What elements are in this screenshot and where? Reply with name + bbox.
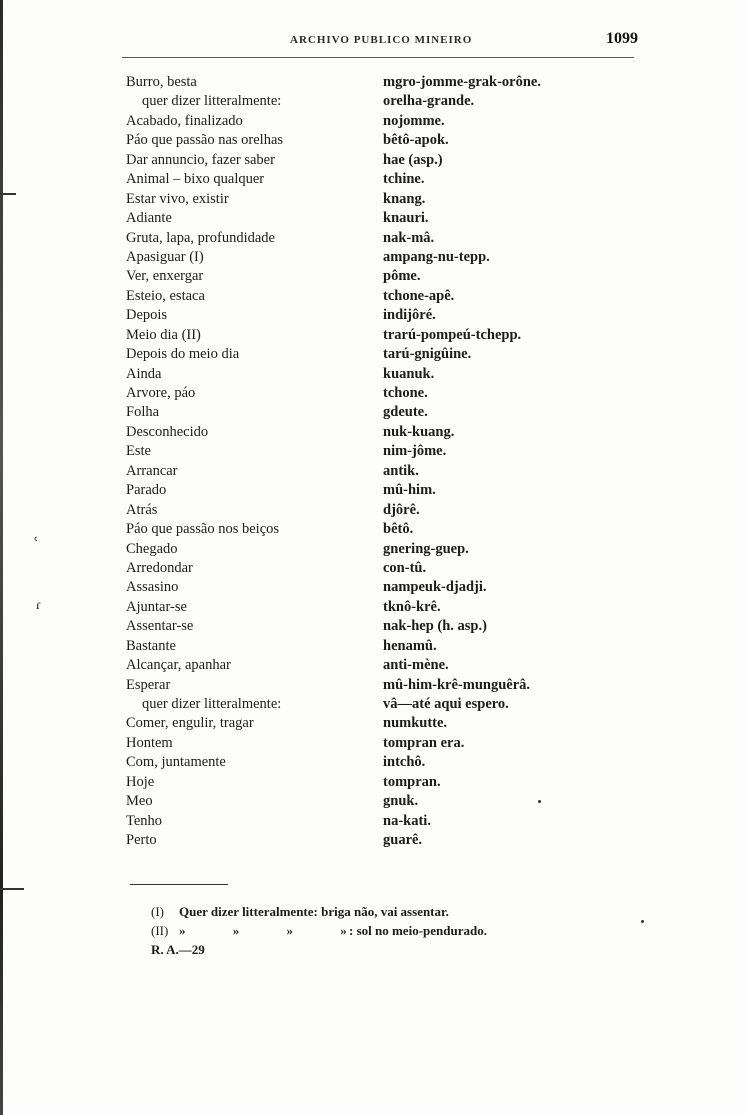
portuguese-term: Estar vivo, existir <box>126 190 229 207</box>
vocab-row <box>126 560 586 579</box>
footnote-marker: (I) <box>151 904 164 919</box>
kaingang-term: guarê. <box>383 832 423 849</box>
portuguese-term: Ainda <box>126 365 162 382</box>
kaingang-term: mû-him. <box>383 482 436 499</box>
footnote-text: : sol no meio-pendurado. <box>349 923 487 938</box>
portuguese-term: Hontem <box>126 734 173 751</box>
vocab-row <box>126 74 586 93</box>
kaingang-term: mû-him-krê-munguêrâ. <box>383 676 531 693</box>
kaingang-term: knauri. <box>383 210 429 227</box>
vocab-row <box>126 424 586 443</box>
kaingang-term: nojomme. <box>383 112 445 129</box>
portuguese-term: Chegado <box>126 540 178 557</box>
kaingang-term: anti-mène. <box>383 657 449 674</box>
portuguese-term: Este <box>126 443 151 460</box>
portuguese-term: Páo que passão nos beiços <box>126 521 280 538</box>
footnote <box>151 904 487 923</box>
kaingang-term: gnering-guep. <box>383 540 469 557</box>
kaingang-term: pôme. <box>383 268 421 285</box>
vocab-row <box>126 443 586 462</box>
portuguese-term: Assasino <box>126 579 179 596</box>
vocab-row <box>126 191 586 210</box>
footnote <box>151 923 487 942</box>
edge-mark <box>0 888 24 890</box>
portuguese-term: Arvore, páo <box>126 385 196 401</box>
kaingang-term: intchô. <box>383 754 426 771</box>
vocab-row <box>126 618 586 637</box>
kaingang-term: trarú-pompeú-tchepp. <box>383 326 522 343</box>
kaingang-term: tknô-krê. <box>383 598 441 615</box>
portuguese-term: Parado <box>126 482 167 499</box>
portuguese-term: Gruta, lapa, profundidade <box>126 229 275 246</box>
portuguese-term: Burro, besta <box>126 74 197 90</box>
kaingang-term: nak-hep (h. asp.) <box>383 618 487 635</box>
portuguese-term: Páo que passão nas orelhas <box>126 132 284 149</box>
vocab-row <box>126 735 586 754</box>
kaingang-term: tarú-gnigûine. <box>383 346 472 363</box>
kaingang-term: knang. <box>383 190 426 207</box>
vocab-row <box>126 307 586 326</box>
portuguese-term: Apasiguar (I) <box>126 248 204 265</box>
vocab-row <box>126 385 586 404</box>
kaingang-term: ampang-nu-tepp. <box>383 248 490 265</box>
portuguese-term: Comer, engulir, tragar <box>126 715 254 732</box>
kaingang-term: gdeute. <box>383 404 428 421</box>
portuguese-term: Arredondar <box>126 559 193 576</box>
vocab-row <box>126 502 586 521</box>
portuguese-term: Com, juntamente <box>126 754 226 771</box>
portuguese-term: Atrás <box>126 501 158 518</box>
vocab-row <box>126 754 586 773</box>
portuguese-term: Alcançar, apanhar <box>126 657 231 674</box>
page-header <box>118 30 638 52</box>
portuguese-term: Animal – bixo qualquer <box>126 171 265 188</box>
portuguese-term: Ajuntar-se <box>126 598 187 615</box>
kaingang-term: bêtô-apok. <box>383 132 449 149</box>
portuguese-term: Meio dia (II) <box>126 326 201 343</box>
portuguese-term: Adiante <box>126 210 172 227</box>
kaingang-term: djôrê. <box>383 501 420 518</box>
vocab-row <box>126 268 586 287</box>
header-rule <box>122 57 634 58</box>
vocab-row <box>126 813 586 832</box>
portuguese-term: quer dizer litteralmente: <box>142 93 282 110</box>
printer-signature: R. A.—29 <box>151 942 205 957</box>
kaingang-term: na-kati. <box>383 812 431 829</box>
edge-mark <box>0 193 16 195</box>
vocab-row <box>126 715 586 734</box>
kaingang-term: tchine. <box>383 171 425 188</box>
vocab-row <box>126 346 586 365</box>
vocab-row <box>126 541 586 560</box>
kaingang-term: tchone. <box>383 385 428 401</box>
vocab-row <box>126 152 586 171</box>
portuguese-term: Depois do meio dia <box>126 346 240 363</box>
vocabulary-list <box>126 74 586 852</box>
portuguese-term: Depois <box>126 307 168 324</box>
vocab-row <box>126 599 586 618</box>
kaingang-term: nim-jôme. <box>383 443 447 460</box>
vocab-row <box>126 696 586 715</box>
kaingang-term: orelha-grande. <box>383 93 475 110</box>
vocab-row <box>126 521 586 540</box>
portuguese-term: Arrancar <box>126 462 178 479</box>
vocab-row <box>126 463 586 482</box>
footnotes <box>151 904 487 942</box>
portuguese-term: Ver, enxergar <box>126 268 204 285</box>
footnote-text: Quer dizer litteralmente: briga não, vai assentar. <box>179 904 449 919</box>
vocab-row <box>126 210 586 229</box>
kaingang-term: nampeuk-djadji. <box>383 579 487 596</box>
portuguese-term: Hoje <box>126 773 155 790</box>
kaingang-term: tompran era. <box>383 734 465 751</box>
footnote-marker: (II) <box>151 923 169 938</box>
ditto-marks: » » » » <box>179 923 369 938</box>
page-number: 1099 <box>606 30 638 47</box>
page-left-edge <box>0 0 3 1115</box>
kaingang-term: nuk-kuang. <box>383 423 455 440</box>
kaingang-term: antik. <box>383 462 419 479</box>
vocab-row <box>126 579 586 598</box>
margin-mark: ɾ <box>36 598 41 613</box>
portuguese-term: Bastante <box>126 637 176 654</box>
portuguese-term: Tenho <box>126 812 163 829</box>
vocab-row <box>126 288 586 307</box>
vocab-row <box>126 327 586 346</box>
kaingang-term: tompran. <box>383 773 441 790</box>
header-title: ARCHIVO PUBLICO MINEIRO <box>290 34 473 46</box>
kaingang-term: bêtô. <box>383 521 414 538</box>
portuguese-term: quer dizer litteralmente: <box>142 696 282 712</box>
vocab-row <box>126 249 586 268</box>
portuguese-term: Dar annuncio, fazer saber <box>126 151 275 168</box>
portuguese-term: Folha <box>126 404 160 421</box>
kaingang-term: nak-mâ. <box>383 229 435 246</box>
portuguese-term: Esperar <box>126 676 171 693</box>
vocab-row <box>126 93 586 112</box>
vocab-row <box>126 366 586 385</box>
vocab-row <box>126 482 586 501</box>
kaingang-term: henamû. <box>383 637 437 654</box>
kaingang-term: mgro-jomme-grak-orône. <box>383 74 541 90</box>
paper-speck <box>538 800 541 803</box>
kaingang-term: tchone-apê. <box>383 287 455 304</box>
vocab-row <box>126 132 586 151</box>
portuguese-term: Perto <box>126 832 157 849</box>
kaingang-term: hae (asp.) <box>383 151 443 168</box>
paper-speck <box>641 920 644 923</box>
portuguese-term: Assentar-se <box>126 618 194 635</box>
kaingang-term: vâ—até aqui espero. <box>383 696 509 712</box>
kaingang-term: con-tû. <box>383 559 427 576</box>
vocab-row <box>126 230 586 249</box>
margin-mark: ˓ <box>32 522 40 547</box>
portuguese-term: Acabado, finalizado <box>126 112 243 129</box>
portuguese-term: Esteio, estaca <box>126 287 205 304</box>
kaingang-term: indijôré. <box>383 307 436 324</box>
kaingang-term: kuanuk. <box>383 365 435 382</box>
vocab-row <box>126 113 586 132</box>
vocab-row <box>126 793 586 812</box>
vocab-row <box>126 774 586 793</box>
vocab-row <box>126 404 586 423</box>
portuguese-term: Meo <box>126 793 153 810</box>
kaingang-term: gnuk. <box>383 793 419 810</box>
footnote-rule <box>130 884 228 885</box>
vocab-row <box>126 832 586 851</box>
portuguese-term: Desconhecido <box>126 423 209 440</box>
vocab-row <box>126 638 586 657</box>
kaingang-term: numkutte. <box>383 715 448 732</box>
vocab-row <box>126 677 586 696</box>
vocab-row <box>126 171 586 190</box>
vocab-row <box>126 657 586 676</box>
